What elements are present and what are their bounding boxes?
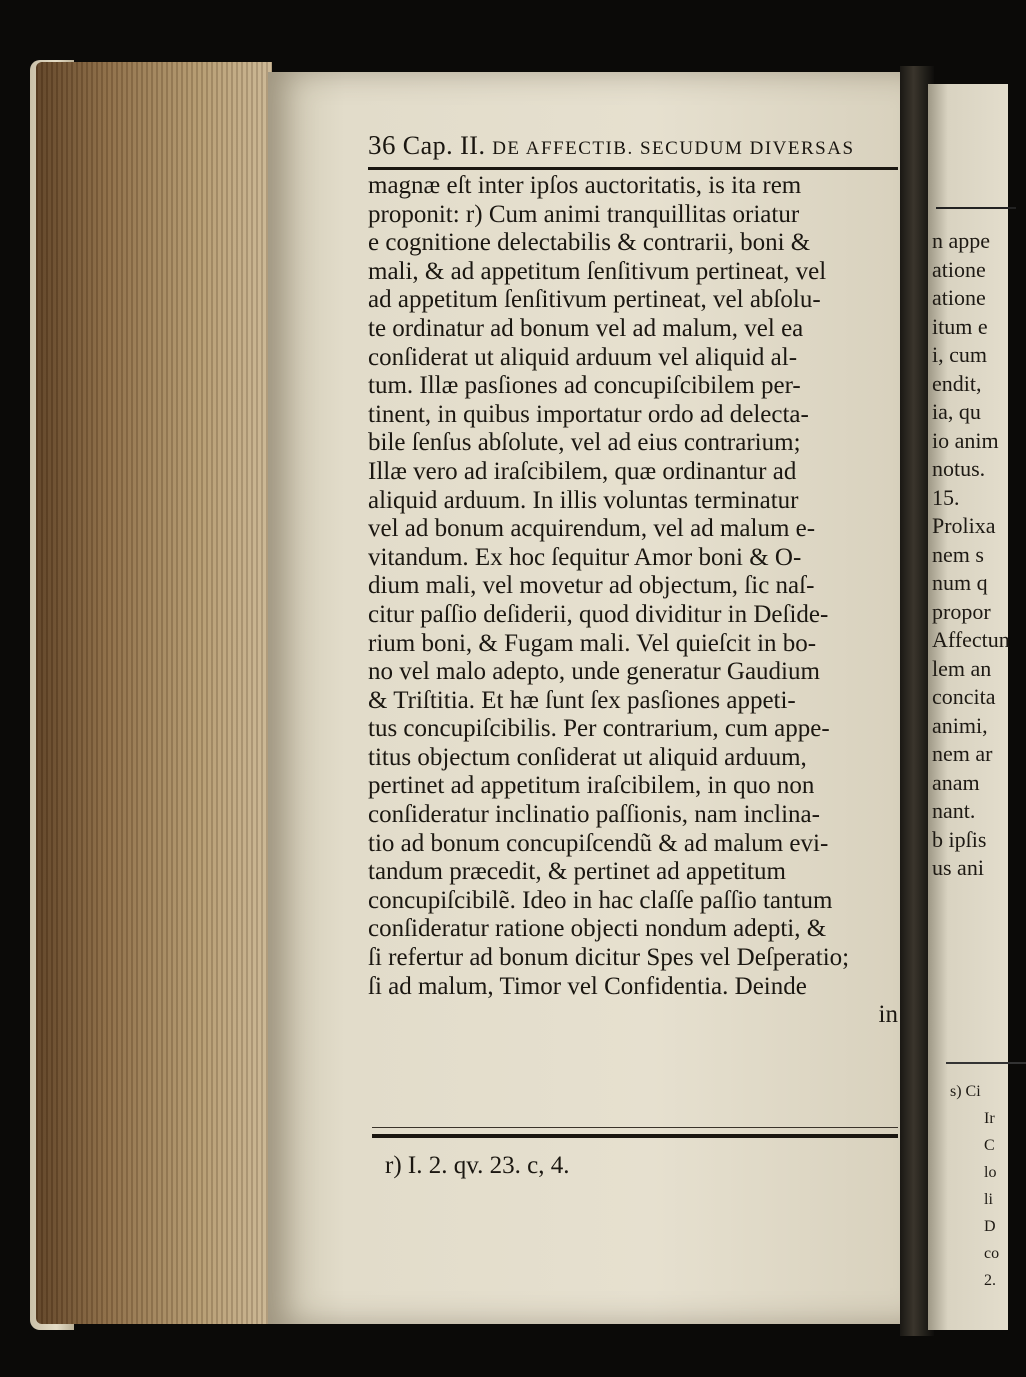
facing-page-footnote-line: li <box>984 1191 993 1208</box>
facing-page-line: 15. <box>932 484 960 510</box>
facing-page-line: animi, <box>932 712 988 738</box>
facing-page-line: itum e <box>932 313 988 339</box>
text-line: ſi ad malum, Timor vel Confidentia. Deinde <box>368 972 807 1000</box>
facing-page-footnote-rule <box>946 1062 1026 1064</box>
text-line: titus objectum conſiderat ut aliquid arduum, <box>368 743 807 771</box>
text-line: tum. Illæ pasſiones ad concupiſcibilem per- <box>368 372 801 400</box>
header-rule <box>368 167 898 170</box>
facing-page-footnote-line: co <box>984 1245 1000 1262</box>
page-block-edge <box>36 62 272 1324</box>
facing-page-footnote-line: lo <box>984 1164 997 1181</box>
page-number: 36 <box>368 130 396 160</box>
text-line: magnæ eſt inter ipſos auctoritatis, is ita rem <box>368 172 802 199</box>
text-line: dium mali, vel movetur ad objectum, ſic naſ- <box>368 572 815 600</box>
text-line: ad appetitum ſenſitivum pertineat, vel abſolu- <box>368 286 821 314</box>
text-line: conſideratur inclinatio paſſionis, nam inclina- <box>368 801 820 829</box>
text-line: mali, & ad appetitum ſenſitivum pertineat, vel <box>368 257 827 285</box>
facing-page-fragment <box>928 84 1008 1330</box>
footnote-rule <box>372 1134 898 1138</box>
facing-page-line: Affectun <box>932 627 1010 652</box>
facing-page-line: Prolixa <box>932 513 996 538</box>
catchword: in <box>878 1001 898 1029</box>
text-line: pertinet ad appetitum iraſcibilem, in quo non <box>368 772 815 800</box>
text-line: & Triſtitia. Et hæ ſunt ſex pasſiones appeti- <box>368 686 796 714</box>
facing-page-line: us ani <box>932 855 984 880</box>
text-line: tandum præcedit, & pertinet ad appetitum <box>368 858 786 886</box>
facing-page-line: concita <box>932 684 996 709</box>
chapter-label: Cap. II. <box>402 131 486 160</box>
text-line: conſideratur ratione objecti nondum adepti, & <box>368 915 827 943</box>
facing-page-line: notus. <box>932 456 986 481</box>
main-text-block <box>368 172 906 1030</box>
facing-page-line: ia, qu <box>932 399 981 424</box>
text-line: Illæ vero ad iraſcibilem, quæ ordinantur ad <box>368 457 797 485</box>
text-line: ſi refertur ad bonum dicitur Spes vel Deſperatio; <box>368 944 850 972</box>
facing-page-line: nant. <box>932 798 976 823</box>
facing-page-footnote-line: Ir <box>984 1110 995 1127</box>
facing-page-line: anam <box>932 769 980 795</box>
text-line: tinent, in quibus importatur ordo ad delecta- <box>368 400 809 428</box>
text-line: te ordinatur ad bonum vel ad malum, vel ea <box>368 314 804 342</box>
facing-page-line: atione <box>932 285 986 310</box>
text-line: vitandum. Ex hoc ſequitur Amor boni & O- <box>368 543 802 571</box>
text-line: e cognitione delectabilis & contrarii, boni & <box>368 229 811 257</box>
facing-page-rule <box>936 207 1016 209</box>
facing-page-line: num q <box>932 570 988 595</box>
facing-page-line: nem ar <box>932 741 993 766</box>
text-line: tus concupiſcibilis. Per contrarium, cum appe- <box>368 715 830 743</box>
text-line: proponit: r) Cum animi tranquillitas oriatur <box>368 200 800 228</box>
running-title: DE AFFECTIB. SECUDUM DIVERSAS <box>492 138 855 159</box>
facing-page-line: i, cum <box>932 342 987 367</box>
running-header <box>368 130 898 161</box>
footnote: r) I. 2. qv. 23. c, 4. <box>385 1152 570 1179</box>
text-line: conſiderat ut aliquid arduum vel aliquid al- <box>368 343 798 371</box>
facing-page-footnote-line: 2. <box>984 1272 996 1289</box>
facing-page-footnote-line: s) Ci <box>950 1083 981 1100</box>
facing-page-line: nem s <box>932 541 984 567</box>
text-line: no vel malo adepto, unde generatur Gaudium <box>368 658 820 686</box>
facing-page-line: n appe <box>932 228 991 253</box>
facing-page-line: lem an <box>932 655 992 681</box>
text-line: vel ad bonum acquirendum, vel ad malum e- <box>368 515 816 543</box>
footnote-rule-thin <box>372 1127 898 1128</box>
text-line: citur paſſio deſiderii, quod dividitur in Deſide- <box>368 600 829 628</box>
facing-page-line: atione <box>932 256 986 282</box>
text-line: concupiſcibilẽ. Ideo in hac claſſe paſſio tantum <box>368 886 833 914</box>
text-line: tio ad bonum concupiſcendũ & ad malum evi- <box>368 829 829 857</box>
facing-page-line: io anim <box>932 427 999 453</box>
facing-page-footnote-line: D <box>984 1218 996 1235</box>
text-line: bile ſenſus abſolute, vel ad eius contrarium; <box>368 429 801 457</box>
text-line: aliquid arduum. In illis voluntas terminatur <box>368 486 799 514</box>
facing-page-line: endit, <box>932 370 982 396</box>
facing-page-footnote-line: C <box>984 1137 995 1154</box>
text-line: rium boni, & Fugam mali. Vel quieſcit in bo- <box>368 629 817 657</box>
facing-page-line: b ipſis <box>932 826 987 852</box>
facing-page-line: propor <box>932 598 991 624</box>
